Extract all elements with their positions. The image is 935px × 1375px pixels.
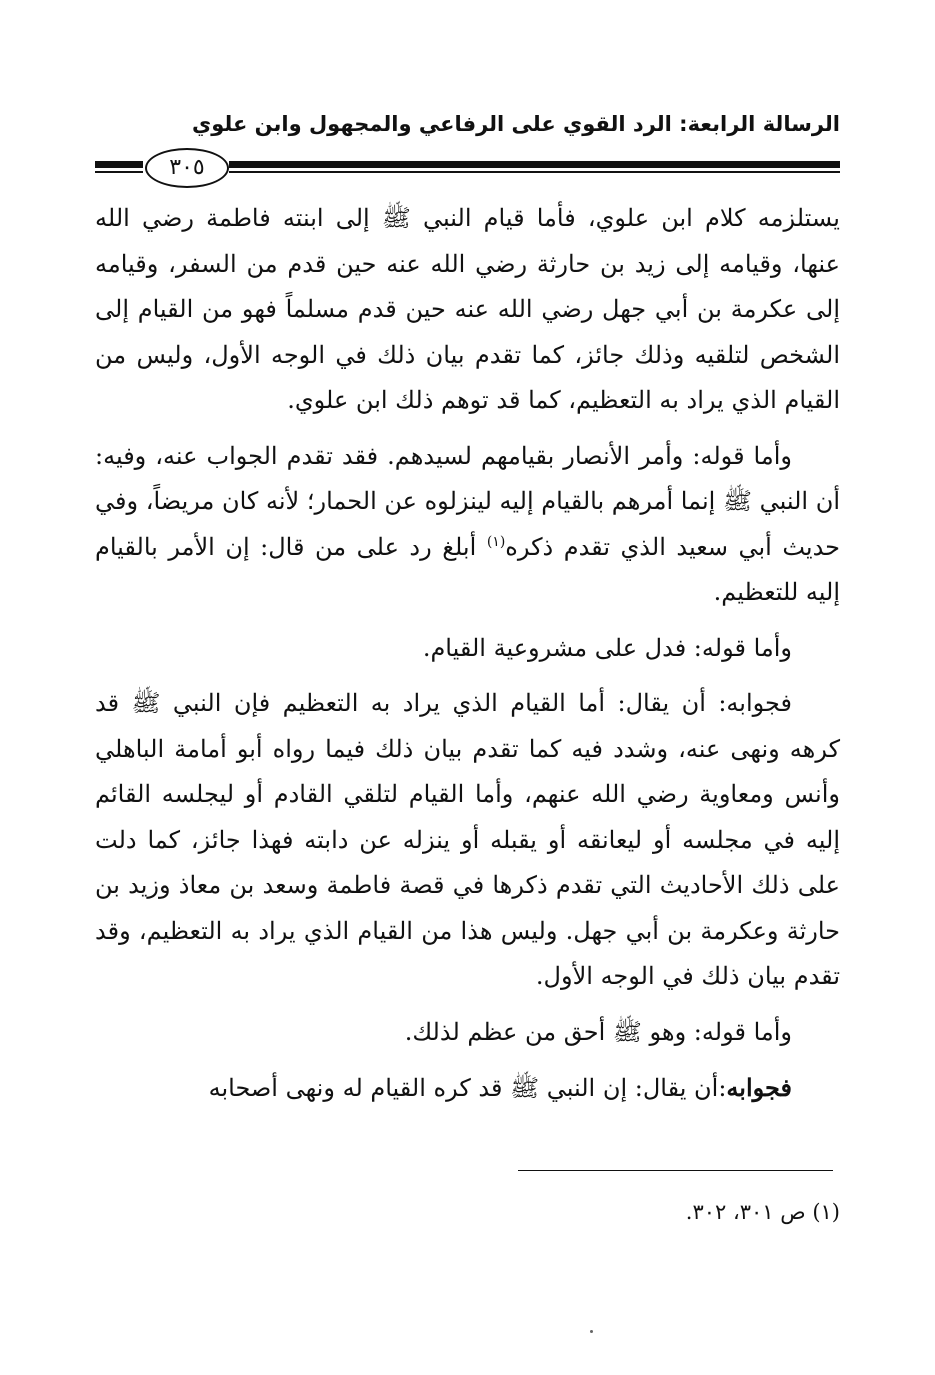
header-rule-right-thick <box>229 161 840 168</box>
paragraph-2-tail: أبلغ رد على من قال: إن الأمر بالقيام إليه للتعظيم. <box>95 532 840 606</box>
page-number: ٣٠٥ <box>145 148 229 188</box>
header-rule-left-thin <box>95 171 143 173</box>
footnote-ref[interactable]: (١) <box>486 533 506 550</box>
footnote-separator <box>518 1170 833 1171</box>
paragraph-4: فجوابه: أن يقال: أما القيام الذي يراد به التعظيم فإن النبي ﷺ قد كرهه ونهى عنه، وشدد فيه كما تقدم بيان ذلك فيما رواه أبو أمامة الباهلي وأنس ومعاوية رضي الله عنهم، وأما القيام لتلقي القادم أو ليجلسه القائم إليه في مجلسه أو ليعانقه أو يقبله أو ينزله عن دابته فهذا جائز، كما دلت على ذلك الأحاديث التي تقدم ذكرها في قصة فاطمة وسعد بن معاذ وزيد بن حارثة وعكرمة بن أبي جهل. وليس هذا من القيام الذي يراد به التعظيم، وقد تقدم بيان ذلك في الوجه الأول. <box>95 689 840 990</box>
scan-speck <box>590 1330 593 1333</box>
paragraph-6-text: :أن يقال: إن النبي ﷺ قد كره القيام له ونهى أصحابه <box>208 1074 727 1102</box>
paragraph-2-text: وأما قوله: وأمر الأنصار بقيامهم لسيدهم. فقد تقدم الجواب عنه، وفيه: أن النبي ﷺ إنما أمرهم بالقيام إليه لينزلوه عن الحمار؛ لأنه كان مريضاً، وفي حديث أبي سعيد الذي تقدم ذكره <box>95 441 841 561</box>
paragraph-6 <box>95 1065 840 1112</box>
paragraph-1: يستلزمه كلام ابن علوي، فأما قيام النبي ﷺ إلى ابنته فاطمة رضي الله عنها، وقيامه إلى زيد بن حارثة رضي الله عنه حين قدم من السفر، وقيامه إلى عكرمة بن أبي جهل رضي الله عنه حين قدم مسلماً فهو من القيام إلى الشخص لتلقيه وذلك جائز، كما تقدم بيان ذلك في الوجه الأول، وليس من القيام الذي يراد به التعظيم، كما قد توهم ذلك ابن علوي. <box>95 204 840 414</box>
body-text <box>95 196 840 1122</box>
running-header <box>95 112 840 146</box>
footnote: (١) ص ٣٠١، ٣٠٢. <box>685 1200 840 1224</box>
paragraph-3: وأما قوله: فدل على مشروعية القيام. <box>422 633 792 662</box>
header-rule-left-thick <box>95 161 143 168</box>
header-title: الرسالة الرابعة: الرد القوي على الرفاعي والمجهول وابن علوي <box>191 112 840 136</box>
header-rule-right-thin <box>229 171 840 173</box>
paragraph-2 <box>95 434 840 616</box>
paragraph-5: وأما قوله: وهو ﷺ أحق من عظم لذلك. <box>404 1017 792 1046</box>
header-rule <box>95 148 840 188</box>
answer-lead: فجوابه <box>726 1073 792 1102</box>
